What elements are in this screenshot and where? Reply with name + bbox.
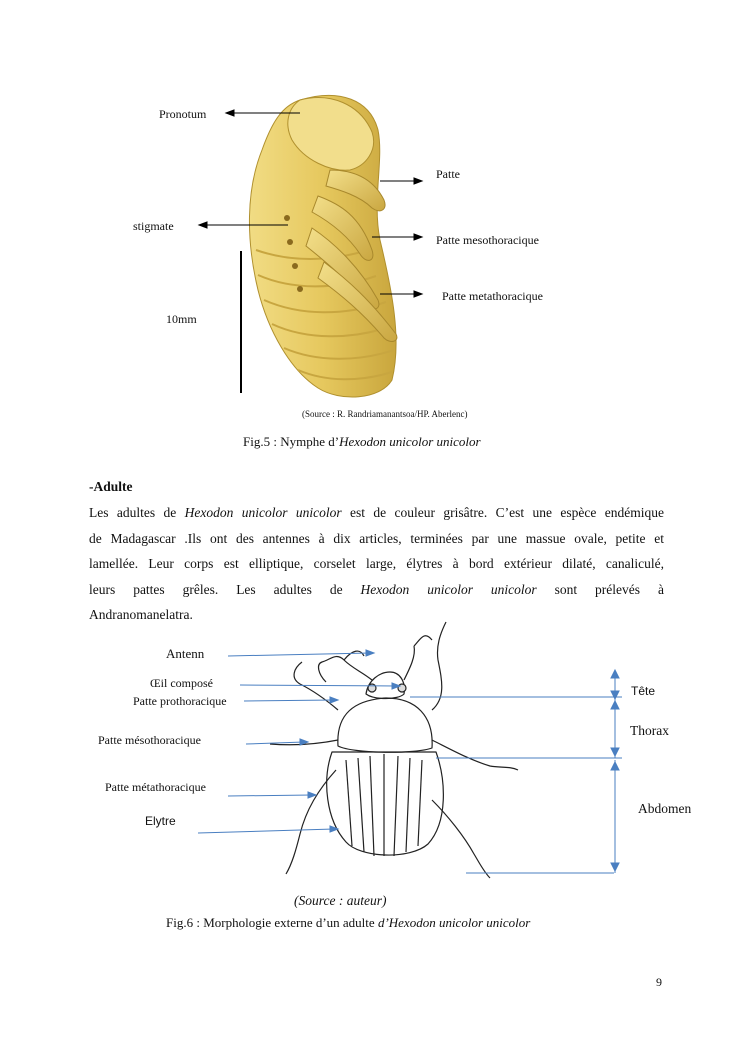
paragraph-line: lamellée. Leur corps est elliptique, corselet large, élytres à bord extérieur dilaté, canaliculé, [89, 556, 664, 571]
paragraph-line: Andranomanelatra. [89, 607, 193, 622]
label-pronotum: Pronotum [159, 107, 207, 121]
label-patte-prothoracique-adult: Patte prothoracique [133, 694, 227, 708]
label-patte-mesothoracique: Patte mesothoracique [436, 233, 539, 247]
label-patte-metathoracique: Patte metathoracique [442, 289, 543, 303]
fig5-caption-prefix: Fig.5 : Nymphe d’ [243, 434, 340, 449]
section-heading: -Adulte [89, 479, 133, 494]
label-elytre: Elytre [145, 814, 176, 828]
label-patte-metathoracique-adult: Patte métathoracique [105, 780, 206, 794]
label-tete: Tête [631, 684, 656, 698]
fig5-caption-species: Hexodon unicolor unicolor [339, 434, 481, 449]
label-patte-mesothoracique-adult: Patte mésothoracique [98, 733, 201, 747]
fig6-caption-species: d’Hexodon unicolor unicolor [377, 915, 531, 930]
label-stigmate: stigmate [133, 219, 174, 233]
fig6-source: (Source : auteur) [294, 893, 387, 908]
label-abdomen: Abdomen [638, 801, 692, 816]
fig6-caption [166, 915, 530, 931]
label-antenne: Antenn [166, 646, 205, 661]
label-oeil-compose: Œil composé [150, 676, 213, 690]
label-scale-10mm: 10mm [166, 312, 197, 326]
page-number: 9 [656, 975, 662, 989]
fig6-caption-prefix: Fig.6 : Morphologie externe d’un adulte [166, 915, 378, 930]
label-patte-prothoracique: Patte [436, 167, 460, 181]
paragraph-line: Les adultes de Hexodon unicolor unicolor est de couleur grisâtre. C’est une espèce endémique [89, 505, 664, 520]
paragraph-line: de Madagascar .Ils ont des antennes à dix articles, terminées par une massue ovale, petite et [89, 530, 664, 546]
paragraph-line: leurs pattes grêles. Les adultes de Hexodon unicolor unicolor sont prélevés à [89, 581, 664, 597]
label-thorax: Thorax [630, 723, 669, 738]
fig5-source: (Source : R. Randriamanantsoa/HP. Aberlenc) [302, 409, 468, 419]
